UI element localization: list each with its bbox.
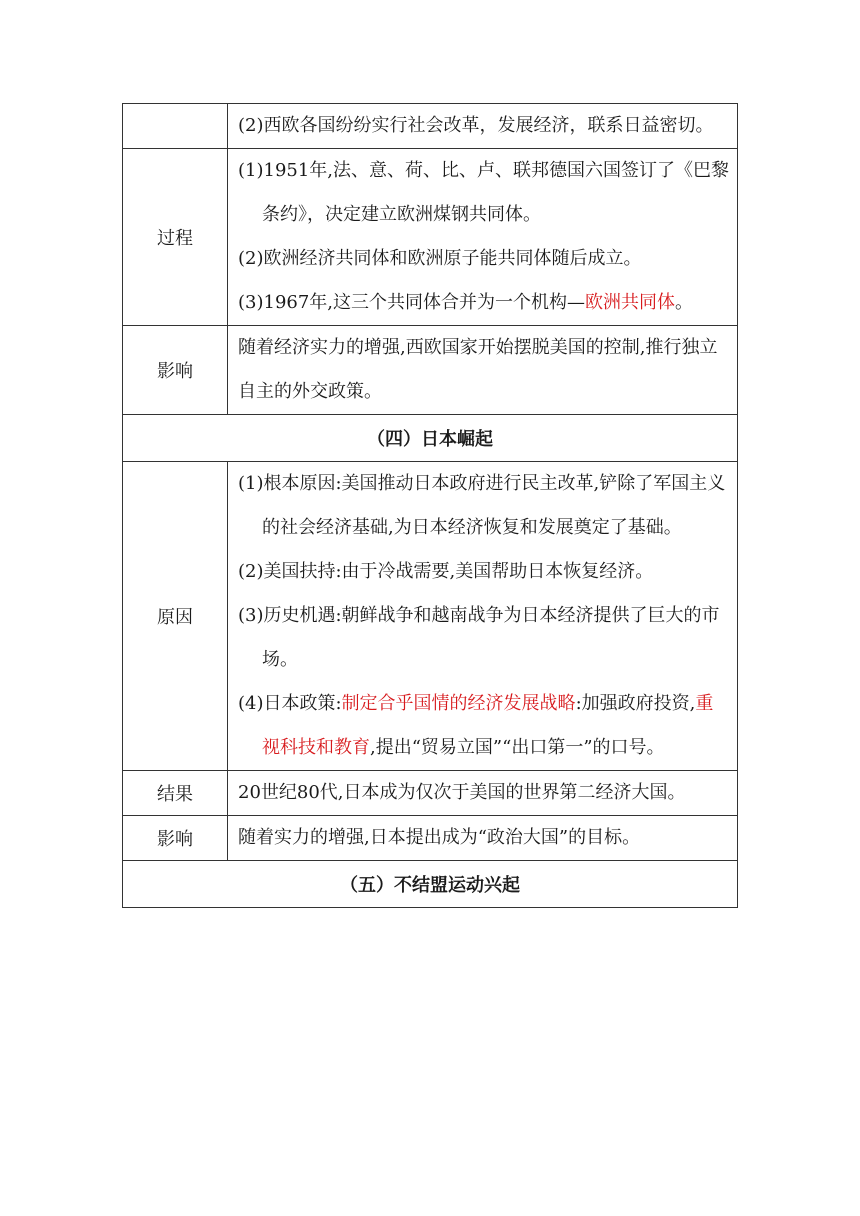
- table-row: [123, 104, 738, 149]
- row-label-process: 过程: [123, 149, 228, 326]
- list-item: (2)西欧各国纷纷实行社会改革，发展经济，联系日益密切。: [238, 115, 714, 136]
- row-label-impact: 影响: [123, 326, 228, 415]
- list-item: (3)历史机遇:朝鲜战争和越南战争为日本经济提供了巨大的市场。: [238, 605, 720, 670]
- row-content: [228, 816, 738, 861]
- list-item: (2)欧洲经济共同体和欧洲原子能共同体随后成立。: [238, 248, 642, 269]
- list-item: (1)1951年,法、意、荷、比、卢、联邦德国六国签订了《巴黎条约》，决定建立欧洲煤钢共同体。: [238, 160, 730, 225]
- list-item: [238, 682, 731, 770]
- item-text: (4)日本政策:: [238, 693, 342, 714]
- item-text: :加强政府投资,: [575, 693, 696, 714]
- history-notes-table: [122, 103, 738, 908]
- table-row: [123, 462, 738, 771]
- section-heading: （五）不结盟运动兴起: [123, 861, 738, 908]
- item-text: 。: [675, 292, 694, 313]
- row-label-result: 结果: [123, 771, 228, 816]
- item-text: (3)1967年,这三个共同体合并为一个机构—: [238, 292, 586, 313]
- list-item: (2)美国扶持:由于冷战需要,美国帮助日本恢复经济。: [238, 561, 654, 582]
- highlight-text: 制定合乎国情的经济发展战略: [341, 693, 576, 714]
- row-label-impact: 影响: [123, 816, 228, 861]
- list-item: (1)根本原因:美国推动日本政府进行民主改革,铲除了军国主义的社会经济基础,为日本经济恢复和发展奠定了基础。: [238, 473, 726, 538]
- table-row: [123, 816, 738, 861]
- row-content: [228, 462, 738, 771]
- row-content: [228, 326, 738, 415]
- paragraph: 随着实力的增强,日本提出成为“政治大国”的目标。: [238, 827, 641, 848]
- table-row: [123, 861, 738, 908]
- table-row: [123, 326, 738, 415]
- section-heading: （四）日本崛起: [123, 415, 738, 462]
- row-content: [228, 771, 738, 816]
- paragraph: 20世纪80代,日本成为仅次于美国的世界第二经济大国。: [238, 782, 686, 803]
- table-row: [123, 771, 738, 816]
- table-row: [123, 415, 738, 462]
- row-label-empty: [123, 104, 228, 149]
- list-item: [238, 281, 731, 325]
- table-row: [123, 149, 738, 326]
- row-content: [228, 104, 738, 149]
- row-label-cause: 原因: [123, 462, 228, 771]
- highlight-text: 欧洲共同体: [585, 292, 676, 313]
- highlight-text: 重视科技和教育: [262, 693, 714, 758]
- row-content: [228, 149, 738, 326]
- paragraph: 随着经济实力的增强,西欧国家开始摆脱美国的控制,推行独立自主的外交政策。: [238, 337, 718, 402]
- item-text: ,提出“贸易立国”“出口第一”的口号。: [370, 737, 665, 758]
